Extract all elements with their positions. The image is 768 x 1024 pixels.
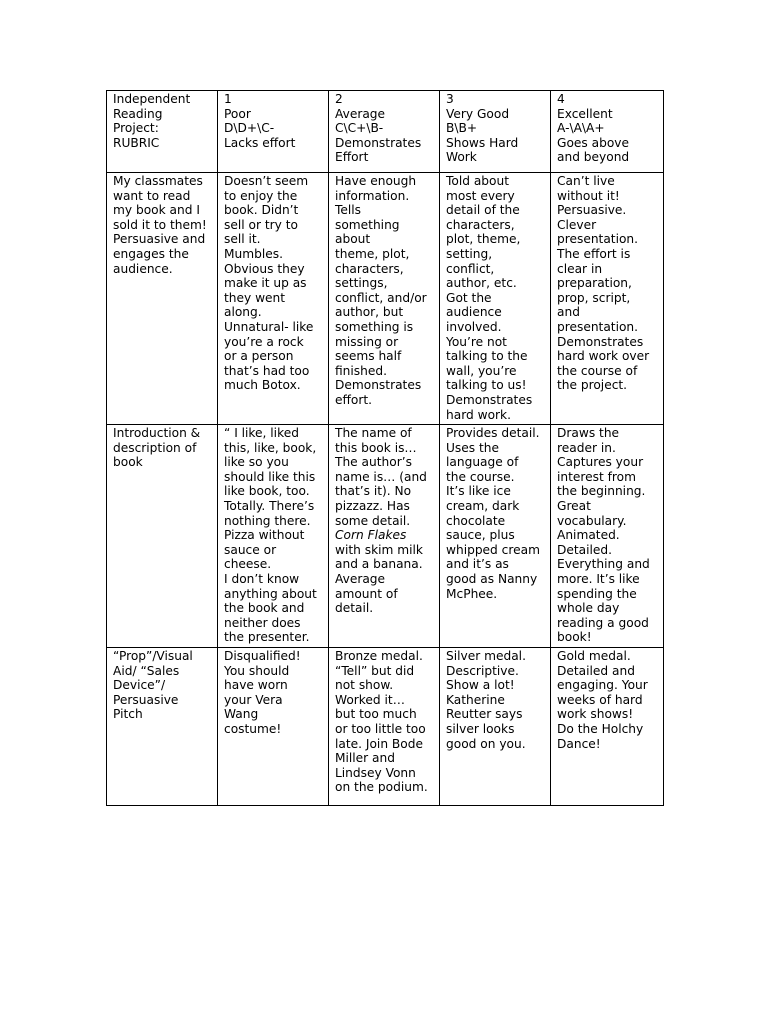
score-2-text-after: with skim milk and a banana. Average amount of detail.: [335, 542, 423, 616]
score-3-cell: Provides detail. Uses the language of the course. It’s like ice cream, dark chocolate sauce, plus whipped cream and it’s as good as Nanny McPhee.: [440, 425, 551, 648]
header-score-2-cell: 2 Average C\C+\B- Demonstrates Effort: [329, 91, 440, 173]
score-4-cell: Can’t live without it! Persuasive. Clever presentation. The effort is clear in preparation, prop, script, and presentation. Demonstrates hard work over the course of the project.: [551, 173, 664, 425]
score-1-cell: “ I like, liked this, like, book, like so you should like this like book, too. Totally. There’s nothing there. Pizza without sauce or cheese. I don’t know anything about the book and neither does the presenter.: [218, 425, 329, 648]
score-2-text-before: The name of this book is… The author’s name is… (and that’s it). No pizzazz. Has some detail.: [335, 426, 427, 528]
rubric-row-introduction: [107, 425, 664, 648]
score-4-cell: Draws the reader in. Captures your interest from the beginning. Great vocabulary. Animated. Detailed. Everything and more. It’s like spending the whole day reading a good book!: [551, 425, 664, 648]
header-title-cell: Independent Reading Project: RUBRIC: [107, 91, 218, 173]
score-1-cell: Doesn’t seem to enjoy the book. Didn’t sell or try to sell it. Mumbles. Obvious they make it up as they went along. Unnatural- like you’re a rock or a person that’s had too much Botox.: [218, 173, 329, 425]
score-2-cell: Bronze medal. “Tell” but did not show. Worked it… but too much or too little too late. Join Bode Miller and Lindsey Vonn on the podium.: [329, 648, 440, 806]
header-row: [107, 91, 664, 173]
header-score-4-cell: 4 Excellent A-\A\A+ Goes above and beyond: [551, 91, 664, 173]
criterion-cell: “Prop”/Visual Aid/ “Sales Device”/ Persuasive Pitch: [107, 648, 218, 806]
score-2-cell: Have enough information. Tells something about theme, plot, characters, settings, conflict, and/or author, but something is missing or seems half finished. Demonstrates effort.: [329, 173, 440, 425]
rubric-row-persuasion: [107, 173, 664, 425]
criterion-cell: My classmates want to read my book and I sold it to them! Persuasive and engages the audience.: [107, 173, 218, 425]
header-score-3-cell: 3 Very Good B\B+ Shows Hard Work: [440, 91, 551, 173]
criterion-cell: Introduction & description of book: [107, 425, 218, 648]
score-3-cell: Told about most every detail of the characters, plot, theme, setting, conflict, author, etc. Got the audience involved. You’re not talking to the wall, you’re talking to us! Demonstrates hard work.: [440, 173, 551, 425]
rubric-table: [106, 90, 664, 806]
header-score-1-cell: 1 Poor D\D+\C- Lacks effort: [218, 91, 329, 173]
corn-flakes-italic: Corn Flakes: [335, 528, 407, 543]
score-4-cell: Gold medal. Detailed and engaging. Your weeks of hard work shows! Do the Holchy Dance!: [551, 648, 664, 806]
score-2-cell: [329, 425, 440, 648]
score-1-cell: Disqualified! You should have worn your Vera Wang costume!: [218, 648, 329, 806]
rubric-row-prop: [107, 648, 664, 806]
score-3-cell: Silver medal. Descriptive. Show a lot! Katherine Reutter says silver looks good on you.: [440, 648, 551, 806]
